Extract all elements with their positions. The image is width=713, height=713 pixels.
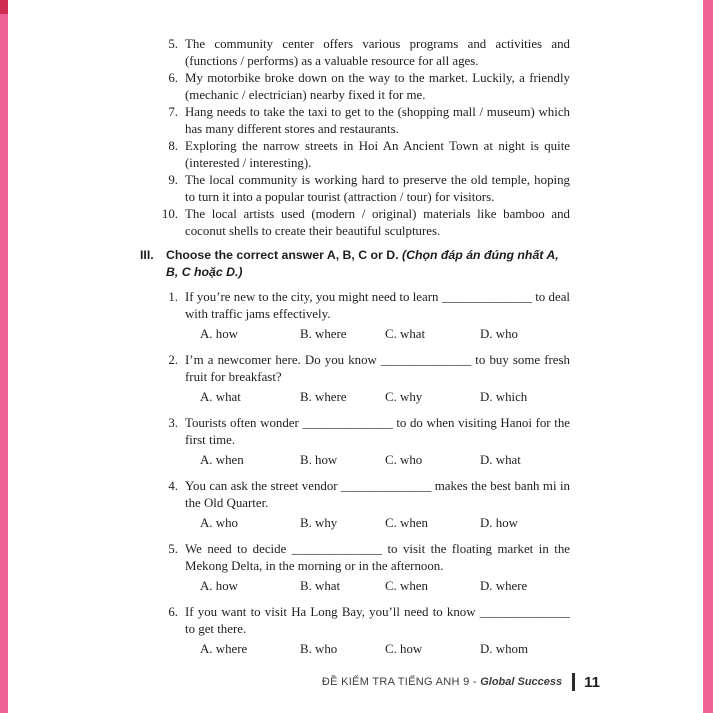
- exercise-list: [140, 36, 570, 240]
- left-page-edge-strip: [0, 0, 8, 713]
- options-row: [200, 326, 570, 343]
- options-row: [200, 452, 570, 469]
- exercise-item: [140, 70, 570, 104]
- question-text: Tourists often wonder ______________ to do when visiting Hanoi for the first time.: [185, 416, 570, 447]
- exercise-item: [140, 172, 570, 206]
- question-number: 4.: [168, 479, 178, 493]
- option-d: D. what: [480, 453, 521, 467]
- option-b: B. why: [300, 516, 338, 530]
- question-text: We need to decide ______________ to visit the floating market in the Mekong Delta, in the morning or in the afternoon.: [185, 542, 570, 573]
- question-block: [140, 541, 570, 595]
- question-block: [140, 289, 570, 343]
- options-row: [200, 578, 570, 595]
- item-text: The local artists used (modern / original) materials like bamboo and coconut shells to create their beautiful sculptures.: [185, 207, 570, 238]
- item-number: 10.: [161, 207, 178, 221]
- option-b: B. how: [300, 453, 338, 467]
- heading-title-en: Choose the correct answer A, B, C or D.: [166, 248, 402, 262]
- exercise-item: [140, 138, 570, 172]
- option-a: A. what: [200, 390, 241, 404]
- exercise-item: [140, 104, 570, 138]
- question-list: [140, 289, 570, 658]
- options-row: [200, 389, 570, 406]
- item-number: 9.: [168, 173, 178, 187]
- question-block: [140, 415, 570, 469]
- option-c: C. who: [385, 453, 423, 467]
- item-text: The community center offers various programs and activities and (functions / performs) as a valuable resource for all ages.: [185, 37, 570, 68]
- corner-mark: [0, 0, 8, 14]
- option-a: A. how: [200, 579, 238, 593]
- option-c: C. what: [385, 327, 426, 341]
- question-text: If you want to visit Ha Long Bay, you’ll need to know ______________ to get there.: [185, 605, 570, 636]
- option-b: B. where: [300, 327, 347, 341]
- heading-number: III.: [140, 248, 154, 262]
- question-number: 1.: [168, 290, 178, 304]
- options-row: [200, 641, 570, 658]
- question-number: 2.: [168, 353, 178, 367]
- option-d: D. which: [480, 390, 528, 404]
- heading-title: [166, 247, 570, 281]
- question-text: I’m a newcomer here. Do you know ______________ to buy some fresh fruit for breakfast?: [185, 353, 570, 384]
- options-row: [200, 515, 570, 532]
- option-a: A. where: [200, 642, 248, 656]
- option-b: B. what: [300, 579, 341, 593]
- right-page-edge-strip: [703, 0, 713, 713]
- page-number: 11: [584, 673, 600, 691]
- exercise-item: [140, 206, 570, 240]
- option-d: D. who: [480, 327, 518, 341]
- footer-series-label: ĐỀ KIỂM TRA TIẾNG ANH 9 -: [321, 676, 481, 688]
- item-text: Exploring the narrow streets in Hoi An Ancient Town at night is quite (interested / interesting).: [185, 139, 570, 170]
- item-number: 6.: [168, 71, 178, 85]
- item-text: My motorbike broke down on the way to the market. Luckily, a friendly (mechanic / electrician) nearby fixed it for me.: [185, 71, 570, 102]
- page-footer: [322, 673, 600, 691]
- question-number: 5.: [168, 542, 178, 556]
- option-a: A. who: [200, 516, 238, 530]
- option-b: B. who: [300, 642, 338, 656]
- question-text: If you’re new to the city, you might need to learn ______________ to deal with traffic jams effectively.: [185, 290, 570, 321]
- option-d: D. whom: [480, 642, 528, 656]
- heading-title-vietnamese: (Chọn đáp án đúng nhất A, B, C hoặc D.): [166, 248, 559, 279]
- item-text: The local community is working hard to preserve the old temple, hoping to turn it into a popular tourist (attraction / tour) for visitors.: [185, 173, 570, 204]
- question-block: [140, 352, 570, 406]
- question-block: [140, 604, 570, 658]
- option-c: C. when: [385, 579, 428, 593]
- option-c: C. when: [385, 516, 428, 530]
- question-number: 3.: [168, 416, 178, 430]
- footer-series-name: Global Success: [480, 676, 563, 688]
- option-d: D. how: [480, 516, 518, 530]
- option-a: A. how: [200, 327, 238, 341]
- question-number: 6.: [168, 605, 178, 619]
- footer-divider: [572, 673, 575, 691]
- item-number: 8.: [168, 139, 178, 153]
- item-text: Hang needs to take the taxi to get to the (shopping mall / museum) which has many different stores and restaurants.: [185, 105, 570, 136]
- option-a: A. when: [200, 453, 244, 467]
- option-c: C. how: [385, 642, 423, 656]
- question-block: [140, 478, 570, 532]
- item-number: 5.: [168, 37, 178, 51]
- option-d: D. where: [480, 579, 528, 593]
- option-b: B. where: [300, 390, 347, 404]
- section-iii-heading: [140, 247, 570, 281]
- page-content: [140, 36, 570, 667]
- question-text: You can ask the street vendor ______________ makes the best banh mi in the Old Quarter.: [185, 479, 570, 510]
- exercise-item: [140, 36, 570, 70]
- option-c: C. why: [385, 390, 423, 404]
- item-number: 7.: [168, 105, 178, 119]
